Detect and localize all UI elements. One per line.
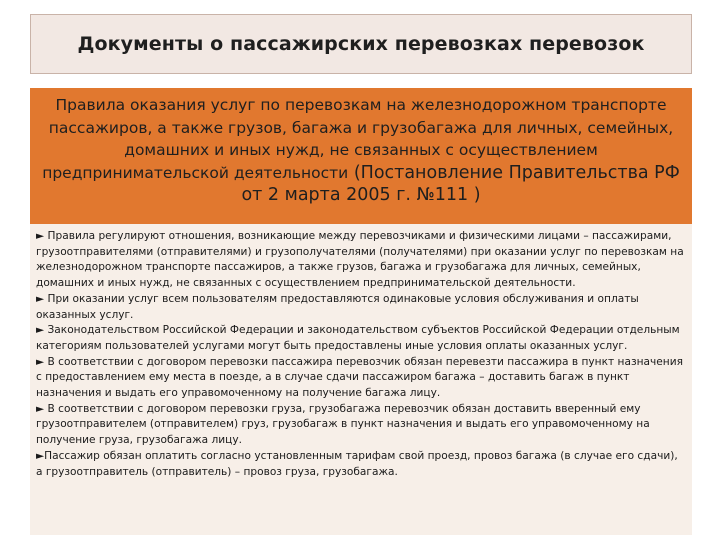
paragraph: ► При оказании услуг всем пользователям предоставляются одинаковые условия обслуживания и оплаты оказанных услуг. bbox=[36, 292, 639, 321]
title-box bbox=[30, 14, 692, 74]
law-reference: (Постановление Правительства РФ от 2 марта 2005 г. №111 ) bbox=[241, 162, 680, 205]
paragraph: ► Законодательством Российской Федерации и законодательством субъектов Российской Федерации отдельным категориям пользователей услугами могут быть предоставлены иные условия оплаты оказанных услуг. bbox=[36, 324, 680, 352]
paragraph: ► В соответствии с договором перевозки груза, грузобагажа перевозчик обязан доставить вверенный ему грузоотправителем (отправителем) груз, грузобагаж в пункт назначения и выдать его управомоченному на получение груза, грузобагажа лицу. bbox=[36, 402, 650, 447]
paragraph: ► В соответствии с договором перевозки пассажира перевозчик обязан перевезти пассажира в пункт назначения с предоставлением ему места в поезде, а в случае сдачи пассажиром багажа – доставить багаж в пункт назначения и выдать его управомоченному на получение багажа лицу. bbox=[36, 355, 683, 400]
law-title: Правила оказания услуг по перевозкам на железнодорожном транспорте пассажиров, а также грузов, багажа и грузобагажа для личных, семейных, домашних и иных нужд, не связанных с осуществлением предпринимательской деятельности bbox=[42, 96, 674, 182]
content-box bbox=[30, 224, 692, 535]
paragraph: ► Правила регулируют отношения, возникающие между перевозчиками и физическими лицами – пассажирами, грузоотправителями (отправителями) и грузополучателями (получателями) при оказании услуг по перевозкам на железнодорожном транспорте пассажиров, а также грузов, багажа и грузобагажа для личных, семейных, домашних и иных нужд, не связанных с осуществлением предпринимательской деятельности. bbox=[36, 230, 684, 290]
paragraph: ►Пассажир обязан оплатить согласно установленным тарифам свой проезд, провоз багажа (в случае его сдачи), а грузоотправитель (отправитель) – провоз груза, грузобагажа. bbox=[36, 449, 678, 478]
slide-title: Документы о пассажирских перевозках перевозок bbox=[77, 33, 645, 55]
law-heading-box bbox=[30, 88, 692, 224]
